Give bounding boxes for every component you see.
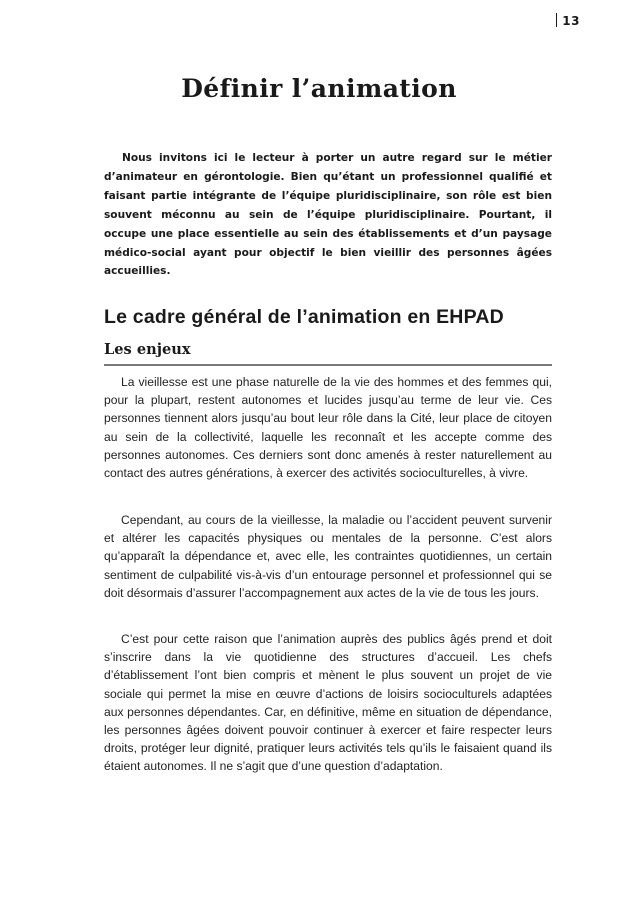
page-number-divider bbox=[556, 13, 557, 27]
intro-paragraph: Nous invitons ici le lecteur à porter un autre regard sur le métier d’animateur en gérontologie. Bien qu’étant un professionnel qualifié et faisant partie intégrante de l’équipe pluridisciplinaire, son rôle est bien souvent méconnu au sein de l’équipe pluridisciplinaire. Pourtant, il occupe une place essentielle au sein des établissements et d’un paysage médico-social ayant pour objectif le bien vieillir des personnes âgées accueillies. bbox=[104, 152, 552, 278]
body-paragraph: C’est pour cette raison que l’animation auprès des publics âgés prend et doit s’inscrire dans la vie quotidienne des structures d’accueil. Les chefs d’établissement l’ont bien compris et mènent le plus souvent un projet de vie sociale qui permet la mise en œuvre d’actions de loisirs socioculturels adaptées aux personnes dépendantes. Car, en définitive, même en situation de dépendance, les personnes âgées doivent pouvoir continuer à exercer et faire respecter leurs droits, protéger leur dignité, pratiquer leurs activités tels qu’ils le faisaient quand ils étaient autonomes. Il ne s’agit que d’une question d’adaptation. bbox=[104, 632, 552, 774]
page-number-value: 13 bbox=[562, 14, 580, 28]
subheading-rule bbox=[104, 364, 552, 366]
body-paragraph: La vieillesse est une phase naturelle de la vie des hommes et des femmes qui, pour la plupart, restent autonomes et lucides jusqu’au terme de leur vie. Ces personnes tiennent alors jusqu’au bout leur rôle dans la Cité, leur place de citoyen au sein de la collectivité, laquelle les reconnaît et les accepte comme des personnes autonomes. Ces derniers sont donc amenés à rester naturellement au contact des autres générations, à exercer des activités socioculturelles, à vivre. bbox=[104, 375, 552, 481]
subheading: Les enjeux bbox=[104, 341, 191, 358]
body-paragraph: Cependant, au cours de la vieillesse, la maladie ou l’accident peuvent survenir et altérer les capacités physiques ou mentales de la personne. C’est alors qu’apparaît la dépendance et, avec elle, les contraintes quotidiennes, un certain sentiment de culpabilité vis-à-vis d’un entourage personnel et professionnel qui se doit désormais d’assurer l’accompagnement aux actes de la vie de tous les jours. bbox=[104, 513, 552, 600]
page-number bbox=[556, 13, 580, 28]
chapter-title: Définir l’animation bbox=[181, 74, 457, 103]
section-heading: Le cadre général de l’animation en EHPAD bbox=[104, 306, 504, 328]
